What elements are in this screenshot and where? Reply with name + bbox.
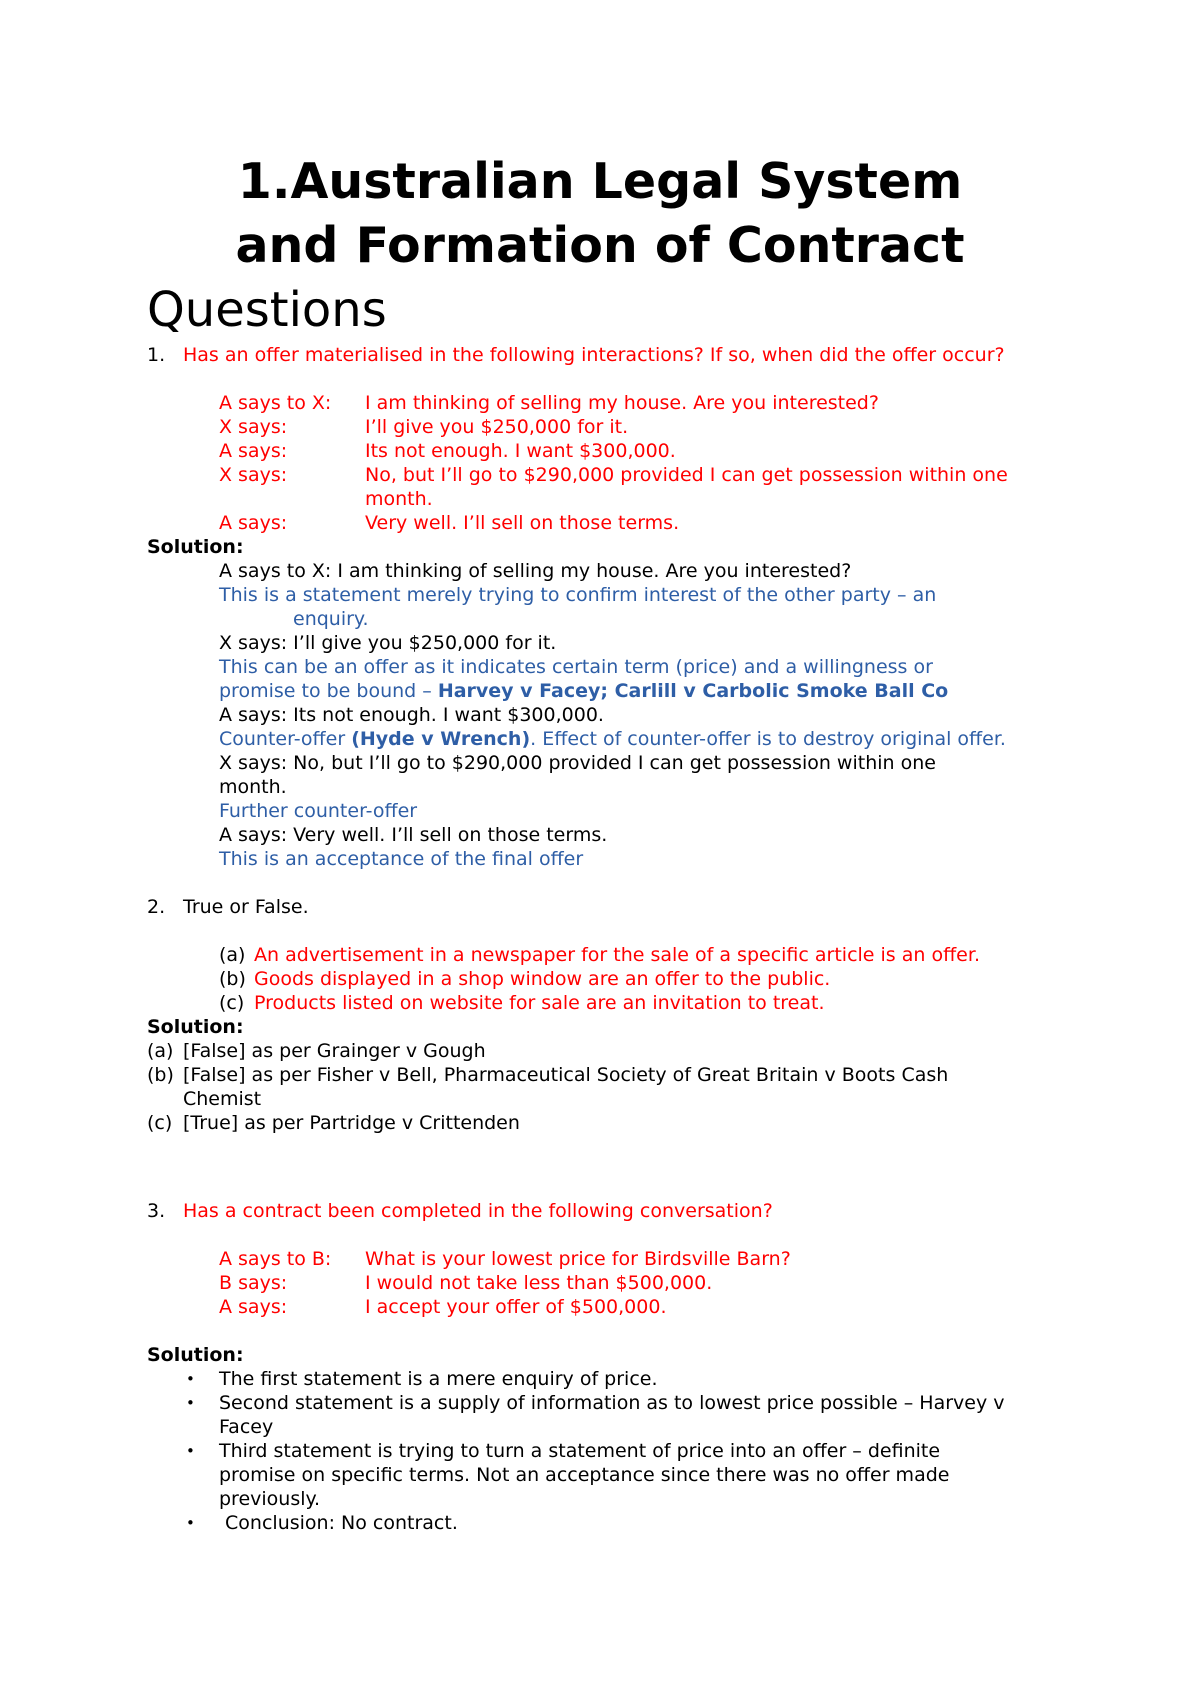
q3-solution-label: Solution: [147,1344,244,1366]
q1-sol-line-7b: month. [219,776,287,798]
title-line-2: and Formation of Contract [235,217,965,274]
q1-sol-line-2b: enquiry. [293,608,369,630]
q2-answer-a-text: [False] as per Grainger v Gough [183,1040,486,1062]
q3-bullet-2: Second statement is a supply of information as to lowest price possible – Harvey v [219,1392,1005,1414]
q2-number: 2. [147,896,166,918]
q1-sol-line-4b [219,679,948,703]
q3-bullet-3-cont-1: promise on specific terms. Not an acceptance since there was no offer made [219,1464,950,1486]
q1-sol-line-7a: X says: No, but I’ll go to $290,000 provided I can get possession within one [219,752,936,774]
q2-text: True or False. [183,896,309,918]
q3-bullet-3-cont-2: previously. [219,1488,321,1510]
q1-sol-line-4a: This can be an offer as it indicates certain term (price) and a willingness or [219,656,933,678]
questions-heading: Questions [147,282,387,338]
q1-sol-line-4b-text: promise to be bound – [219,680,438,702]
q1-text: Has an offer materialised in the following interactions? If so, when did the offer occur? [183,344,1005,366]
q1-sol-line-8: Further counter-offer [219,800,418,822]
q3-speaker-2: B says: [219,1272,288,1294]
q2-answer-a-label: (a) [147,1040,174,1062]
q3-line-3: I accept your offer of $500,000. [365,1296,667,1318]
q3-speaker-3: A says: [219,1296,288,1318]
bullet-icon: • [186,1514,195,1532]
q3-bullet-3: Third statement is trying to turn a statement of price into an offer – definite [219,1440,941,1462]
q1-speaker-4: X says: [219,464,288,486]
q1-sol-line-1: A says to X: I am thinking of selling my house. Are you interested? [219,560,852,582]
q1-line-3: Its not enough. I want $300,000. [365,440,676,462]
q3-bullet-2-cont: Facey [219,1416,274,1438]
q2-item-b-text: Goods displayed in a shop window are an offer to the public. [254,968,831,990]
bullet-icon: • [186,1394,195,1412]
bullet-icon: • [186,1442,195,1460]
q1-speaker-5: A says: [219,512,288,534]
q1-line-1: I am thinking of selling my house. Are you interested? [365,392,879,414]
q1-line-2: I’ll give you $250,000 for it. [365,416,629,438]
q1-speaker-2: X says: [219,416,288,438]
document-title [0,150,1200,278]
q1-sol-line-10: This is an acceptance of the final offer [219,848,584,870]
q1-sol-line-6-pre: Counter-offer [219,728,352,750]
title-line-1: 1.Australian Legal System [237,153,963,210]
q1-line-4: No, but I’ll go to $290,000 provided I can get possession within one [365,464,1008,486]
q2-item-c-label: (c) [219,992,245,1014]
q3-bullet-4: Conclusion: No contract. [219,1512,458,1534]
q2-solution-label: Solution: [147,1016,244,1038]
q1-number: 1. [147,344,166,366]
q3-bullet-1: The first statement is a mere enquiry of price. [219,1368,658,1390]
q1-sol-line-6 [219,727,1006,751]
q1-sol-line-6-post: . Effect of counter-offer is to destroy original offer. [530,728,1006,750]
q2-answer-c-label: (c) [147,1112,173,1134]
case-citation-harvey-carlill: Harvey v Facey; Carlill v Carbolic Smoke Ball Co [437,680,949,702]
q2-item-b-label: (b) [219,968,246,990]
q3-line-2: I would not take less than $500,000. [365,1272,713,1294]
q1-speaker-3: A says: [219,440,288,462]
q3-line-1: What is your lowest price for Birdsville Barn? [365,1248,791,1270]
q1-line-5: Very well. I’ll sell on those terms. [365,512,680,534]
q3-number: 3. [147,1200,166,1222]
q1-sol-line-5: A says: Its not enough. I want $300,000. [219,704,604,726]
q1-line-4-cont: month. [365,488,433,510]
q2-item-a-label: (a) [219,944,246,966]
q3-speaker-1: A says to B: [219,1248,332,1270]
q2-answer-c-text: [True] as per Partridge v Crittenden [183,1112,520,1134]
q1-speaker-1: A says to X: [219,392,332,414]
q2-answer-b-text-cont: Chemist [183,1088,262,1110]
case-citation-hyde-wrench: (Hyde v Wrench) [351,728,531,750]
q2-item-a-text: An advertisement in a newspaper for the sale of a specific article is an offer. [254,944,980,966]
bullet-icon: • [186,1370,195,1388]
q3-text: Has a contract been completed in the following conversation? [183,1200,773,1222]
q2-answer-b-label: (b) [147,1064,174,1086]
q2-item-c-text: Products listed on website for sale are an invitation to treat. [254,992,825,1014]
q1-sol-line-3: X says: I’ll give you $250,000 for it. [219,632,557,654]
q1-sol-line-9: A says: Very well. I’ll sell on those terms. [219,824,608,846]
q1-solution-label: Solution: [147,536,244,558]
q1-sol-line-2a: This is a statement merely trying to confirm interest of the other party – an [219,584,937,606]
q2-answer-b-text: [False] as per Fisher v Bell, Pharmaceutical Society of Great Britain v Boots Cash [183,1064,949,1086]
